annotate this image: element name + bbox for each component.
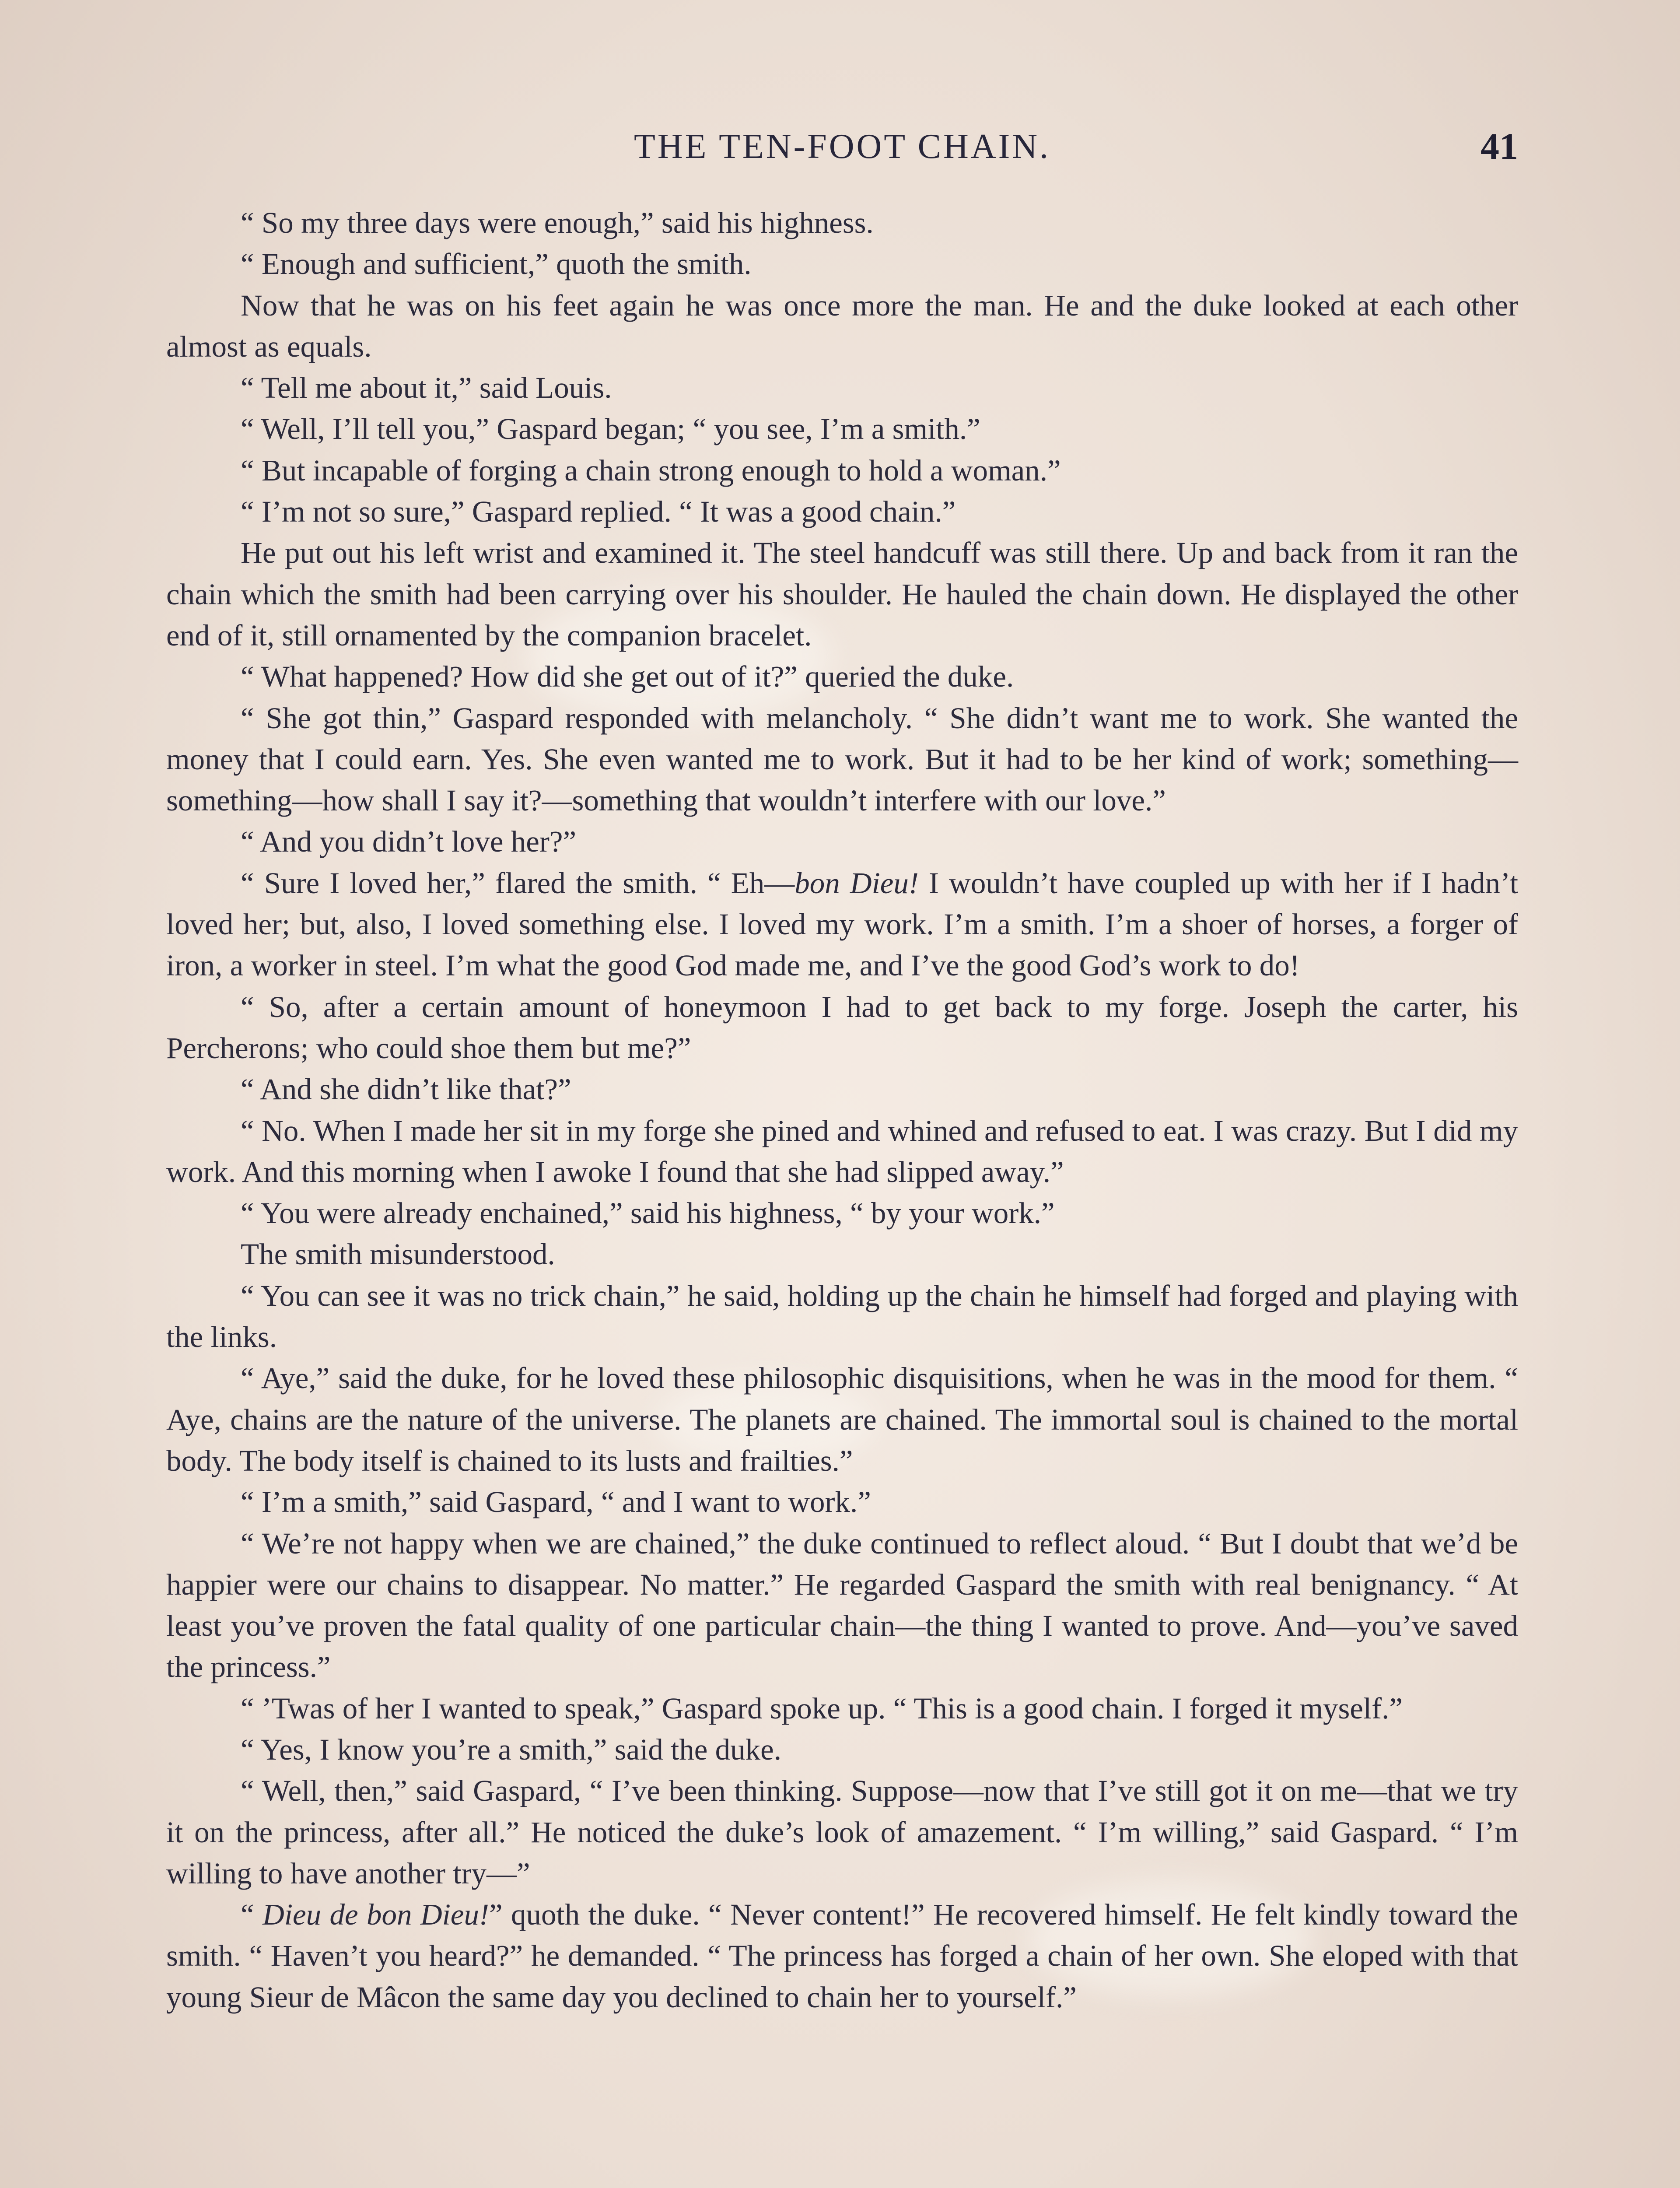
paragraph: “ Yes, I know you’re a smith,” said the duke. <box>241 1732 782 1766</box>
paragraph: “ Tell me about it,” said Louis. <box>241 371 612 405</box>
paragraph: “ And you didn’t love her?” <box>241 825 577 859</box>
running-title: THE TEN-FOOT CHAIN. <box>634 127 1050 166</box>
paragraph: “ And she didn’t like that?” <box>241 1073 571 1106</box>
paragraph: “ Sure I loved her,” flared the smith. “ Eh—bon Dieu! I wouldn’t have coupled up with her if I hadn’t loved her; but, also, I loved something else. I loved my work. I’m a smith. I’m a shoer of horses, a forger of iron, a worker in steel. I’m what the good God made me, and I’ve the good God’s work to do! <box>166 866 1518 982</box>
page-header <box>166 127 1518 175</box>
paragraph: “ So my three days were enough,” said his highness. <box>241 206 874 239</box>
paragraph: He put out his left wrist and examined it. The steel handcuff was still there. Up and back from it ran the chain which the smith had been carrying over his shoulder. He hauled the chain down. He displayed the other end of it, still ornamented by the companion bracelet. <box>166 536 1518 652</box>
paragraph: “ Aye,” said the duke, for he loved these philosophic disquisitions, when he was in the mood for them. “ Aye, chains are the nature of the universe. The planets are chained. The immortal soul is chained to the mortal body. The body itself is chained to its lusts and frailties.” <box>166 1361 1518 1477</box>
story-text <box>166 202 1518 2018</box>
paragraph: “ Well, then,” said Gaspard, “ I’ve been thinking. Suppose—now that I’ve still got it on me—that we try it on the princess, after all.” He noticed the duke’s look of amazement. “ I’m willing,” said Gaspard. “ I’m willing to have another try—” <box>166 1774 1518 1890</box>
paragraph: “ ’Twas of her I wanted to speak,” Gaspard spoke up. “ This is a good chain. I forged it myself.” <box>241 1691 1403 1725</box>
paragraph: “ Enough and sufficient,” quoth the smith. <box>241 247 752 281</box>
paragraph: “ You can see it was no trick chain,” he said, holding up the chain he himself had forged and playing with the links. <box>166 1279 1518 1354</box>
paragraph: “ I’m a smith,” said Gaspard, “ and I want to work.” <box>241 1485 871 1519</box>
paragraph: “ We’re not happy when we are chained,” the duke continued to reflect aloud. “ But I doubt that we’d be happier were our chains to disappear. No matter.” He regarded Gaspard the smith with real benignancy. “ At least you’ve proven the fatal quality of one particular chain—the thing I wanted to prove. And—you’ve saved the princess.” <box>166 1526 1518 1684</box>
paragraph: “ Dieu de bon Dieu!” quoth the duke. “ Never content!” He recovered himself. He felt kindly toward the smith. “ Haven’t you heard?” he demanded. “ The princess has forged a chain of her own. She eloped with that young Sieur de Mâcon the same day you declined to chain her to yourself.” <box>166 1898 1518 2014</box>
paragraph: “ But incapable of forging a chain strong enough to hold a woman.” <box>241 453 1061 487</box>
paragraph: “ She got thin,” Gaspard responded with melancholy. “ She didn’t want me to work. She wanted the money that I could earn. Yes. She even wanted me to work. But it had to be her kind of work; something—something—how shall I say it?—something that wouldn’t interfere with our love.” <box>166 701 1518 817</box>
paragraph: “ No. When I made her sit in my forge she pined and whined and refused to eat. I was crazy. But I did my work. And this morning when I awoke I found that she had slipped away.” <box>166 1114 1518 1189</box>
paragraph: “ Well, I’ll tell you,” Gaspard began; “ you see, I’m a smith.” <box>241 412 980 446</box>
paragraph: “ So, after a certain amount of honeymoon I had to get back to my forge. Joseph the carter, his Percherons; who could shoe them but me?” <box>166 990 1518 1065</box>
paragraph: Now that he was on his feet again he was once more the man. He and the duke looked at each other almost as equals. <box>166 288 1518 363</box>
page-number: 41 <box>1480 125 1518 167</box>
paragraph: “ You were already enchained,” said his highness, “ by your work.” <box>241 1196 1055 1230</box>
paragraph: “ I’m not so sure,” Gaspard replied. “ It was a good chain.” <box>241 495 956 529</box>
paragraph: The smith misunderstood. <box>241 1238 555 1271</box>
paragraph: “ What happened? How did she get out of it?” queried the duke. <box>241 660 1014 694</box>
